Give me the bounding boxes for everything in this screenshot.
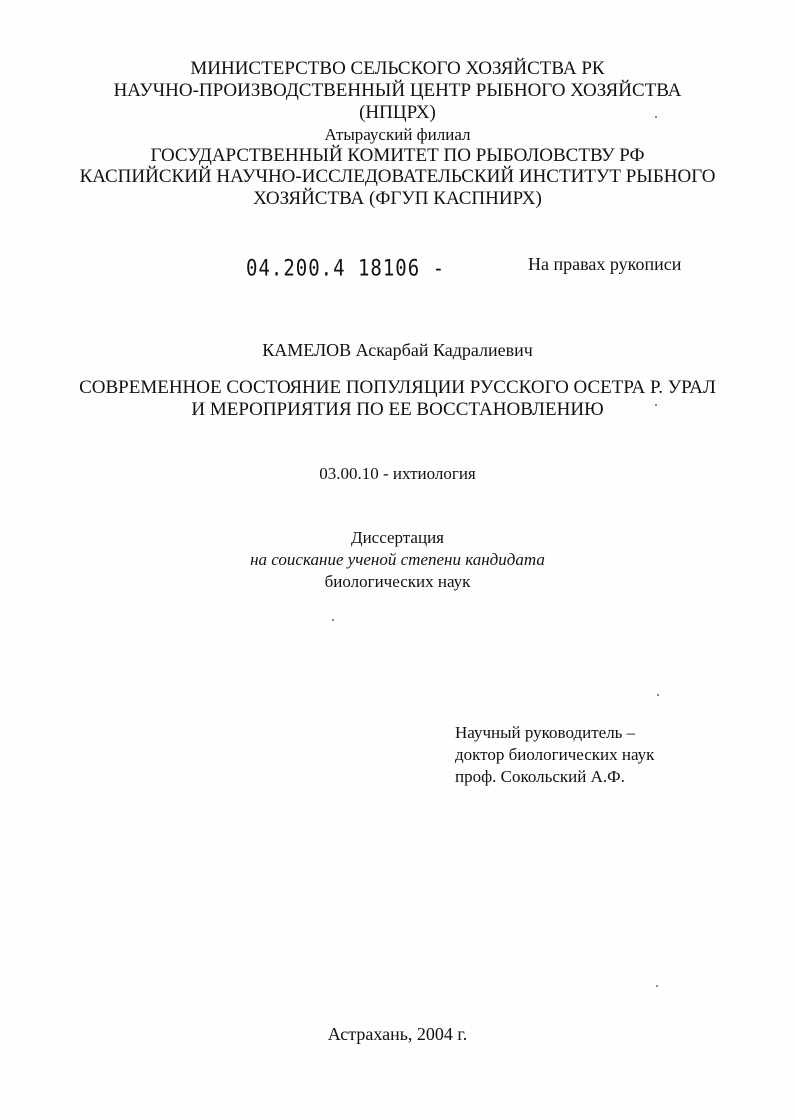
author-name: КАМЕЛОВ Аскарбай Кадралиевич bbox=[262, 340, 533, 360]
scan-speck bbox=[655, 116, 657, 118]
supervisor-name: проф. Сокольский А.Ф. bbox=[455, 767, 625, 786]
header-committee: ГОСУДАРСТВЕННЫЙ КОМИТЕТ ПО РЫБОЛОВСТВУ РФ bbox=[150, 145, 645, 166]
supervisor-degree: доктор биологических наук bbox=[455, 745, 655, 764]
title-line2: И МЕРОПРИЯТИЯ ПО ЕЕ ВОССТАНОВЛЕНИЮ bbox=[191, 399, 604, 420]
dissertation-label: Диссертация bbox=[350, 528, 444, 547]
header-institute-line1: КАСПИЙСКИЙ НАУЧНО-ИССЛЕДОВАТЕЛЬСКИЙ ИНСТИТУТ РЫБНОГО bbox=[79, 166, 716, 187]
specialty-code: 03.00.10 - ихтиология bbox=[319, 464, 476, 483]
supervisor-role: Научный руководитель – bbox=[455, 723, 636, 742]
header-ministry: МИНИСТЕРСТВО СЕЛЬСКОГО ХОЗЯЙСТВА РК bbox=[190, 58, 605, 79]
dissertation-field: биологических наук bbox=[324, 572, 471, 591]
scan-speck bbox=[657, 694, 659, 696]
place-and-year: Астрахань, 2004 г. bbox=[327, 1024, 468, 1044]
title-line1: СОВРЕМЕННОЕ СОСТОЯНИЕ ПОПУЛЯЦИИ РУССКОГО ОСЕТРА Р. УРАЛ bbox=[79, 377, 716, 398]
dissertation-degree: на соискание ученой степени кандидата bbox=[250, 550, 545, 569]
scan-speck bbox=[656, 985, 658, 987]
header-center-abbr: (НПЦРХ) bbox=[359, 102, 436, 123]
header-branch: Атырауский филиал bbox=[324, 125, 471, 144]
header-center-name: НАУЧНО-ПРОИЗВОДСТВЕННЫЙ ЦЕНТР РЫБНОГО ХОЗЯЙСТВА bbox=[113, 80, 682, 101]
scan-speck bbox=[332, 619, 334, 621]
scan-speck bbox=[655, 404, 657, 406]
rights-notice: На правах рукописи bbox=[528, 254, 682, 274]
header-institute-line2: ХОЗЯЙСТВА (ФГУП КАСПНИРХ) bbox=[253, 188, 542, 209]
registration-stamp: 04.200.4 18106 - bbox=[246, 256, 446, 282]
